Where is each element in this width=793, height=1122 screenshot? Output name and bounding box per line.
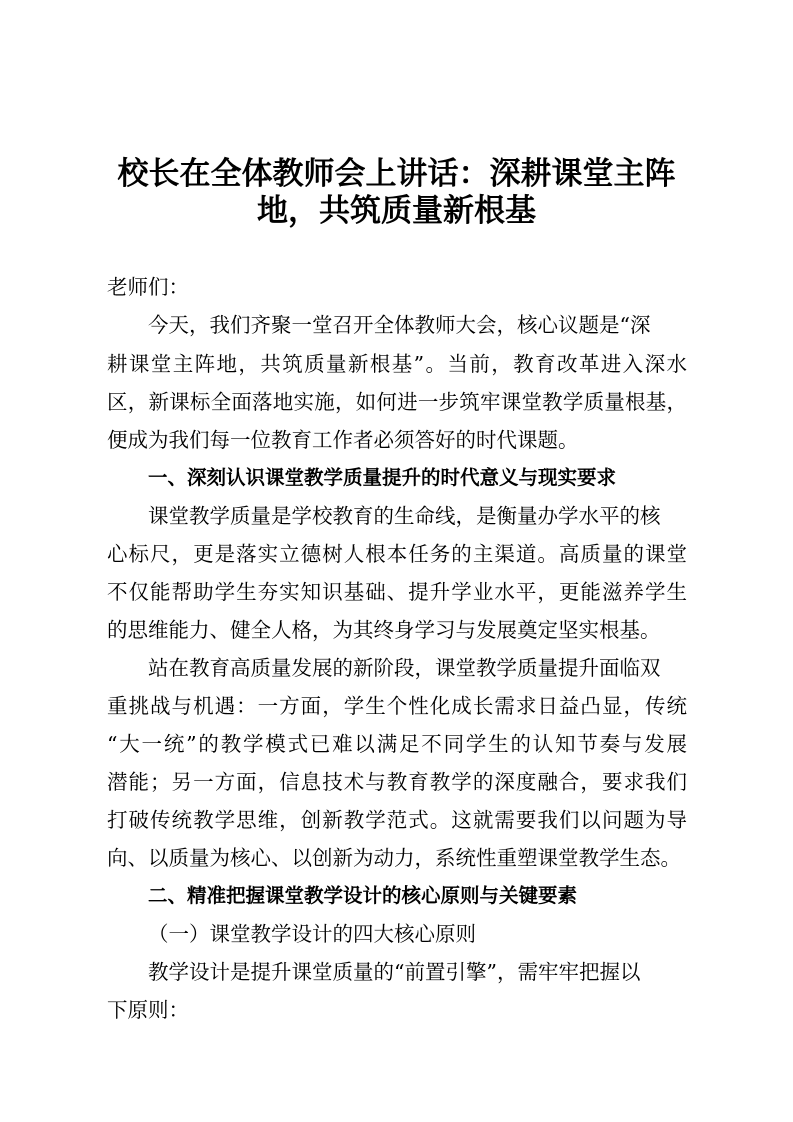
paragraph-line: 课堂教学质量是学校教育的生命线，是衡量办学水平的核 — [148, 504, 661, 528]
paragraph-line: 不仅能帮助学生夯实知识基础、提升学业水平，更能滋养学生 — [107, 580, 687, 604]
paragraph-line: 下原则： — [107, 998, 189, 1022]
paragraph-line: “大一统”的教学模式已难以满足不同学生的认知节奏与发展 — [107, 732, 687, 756]
paragraph-line: 打破传统教学思维，创新教学范式。这就需要我们以问题为导 — [107, 808, 687, 832]
paragraph-line: 站在教育高质量发展的新阶段，课堂教学质量提升面临双 — [148, 656, 661, 680]
paragraph-line: 向、以质量为核心、以创新为动力，系统性重塑课堂教学生态。 — [107, 846, 681, 870]
section-heading-1: 一、深刻认识课堂教学质量提升的时代意义与现实要求 — [148, 466, 617, 489]
paragraph-line: 便成为我们每一位教育工作者必须答好的时代课题。 — [107, 428, 579, 452]
title-line-2: 地，共筑质量新根基 — [257, 193, 536, 229]
paragraph-line: 区，新课标全面落地实施，如何进一步筑牢课堂教学质量根基， — [107, 390, 687, 414]
paragraph-line: 今天，我们齐聚一堂召开全体教师大会，核心议题是“深 — [148, 313, 651, 337]
paragraph-line: 潜能；另一方面，信息技术与教育教学的深度融合，要求我们 — [107, 770, 687, 794]
paragraph-line: 教学设计是提升课堂质量的“前置引擎”，需牢牢把握以 — [148, 960, 641, 984]
section-heading-2: 二、精准把握课堂教学设计的核心原则与关键要素 — [148, 884, 578, 907]
title-line-1: 校长在全体教师会上讲话：深耕课堂主阵 — [117, 156, 676, 192]
paragraph-line: 的思维能力、健全人格，为其终身学习与发展奠定坚实根基。 — [107, 618, 661, 642]
paragraph-line: 重挑战与机遇：一方面，学生个性化成长需求日益凸显，传统 — [107, 694, 687, 718]
paragraph-line: 心标尺，更是落实立德树人根本任务的主渠道。高质量的课堂 — [107, 542, 687, 566]
salutation: 老师们： — [107, 275, 189, 299]
paragraph-line: 耕课堂主阵地，共筑质量新根基”。当前，教育改革进入深水 — [107, 352, 687, 376]
subsection-heading: （一）课堂教学设计的四大核心原则 — [148, 922, 476, 946]
